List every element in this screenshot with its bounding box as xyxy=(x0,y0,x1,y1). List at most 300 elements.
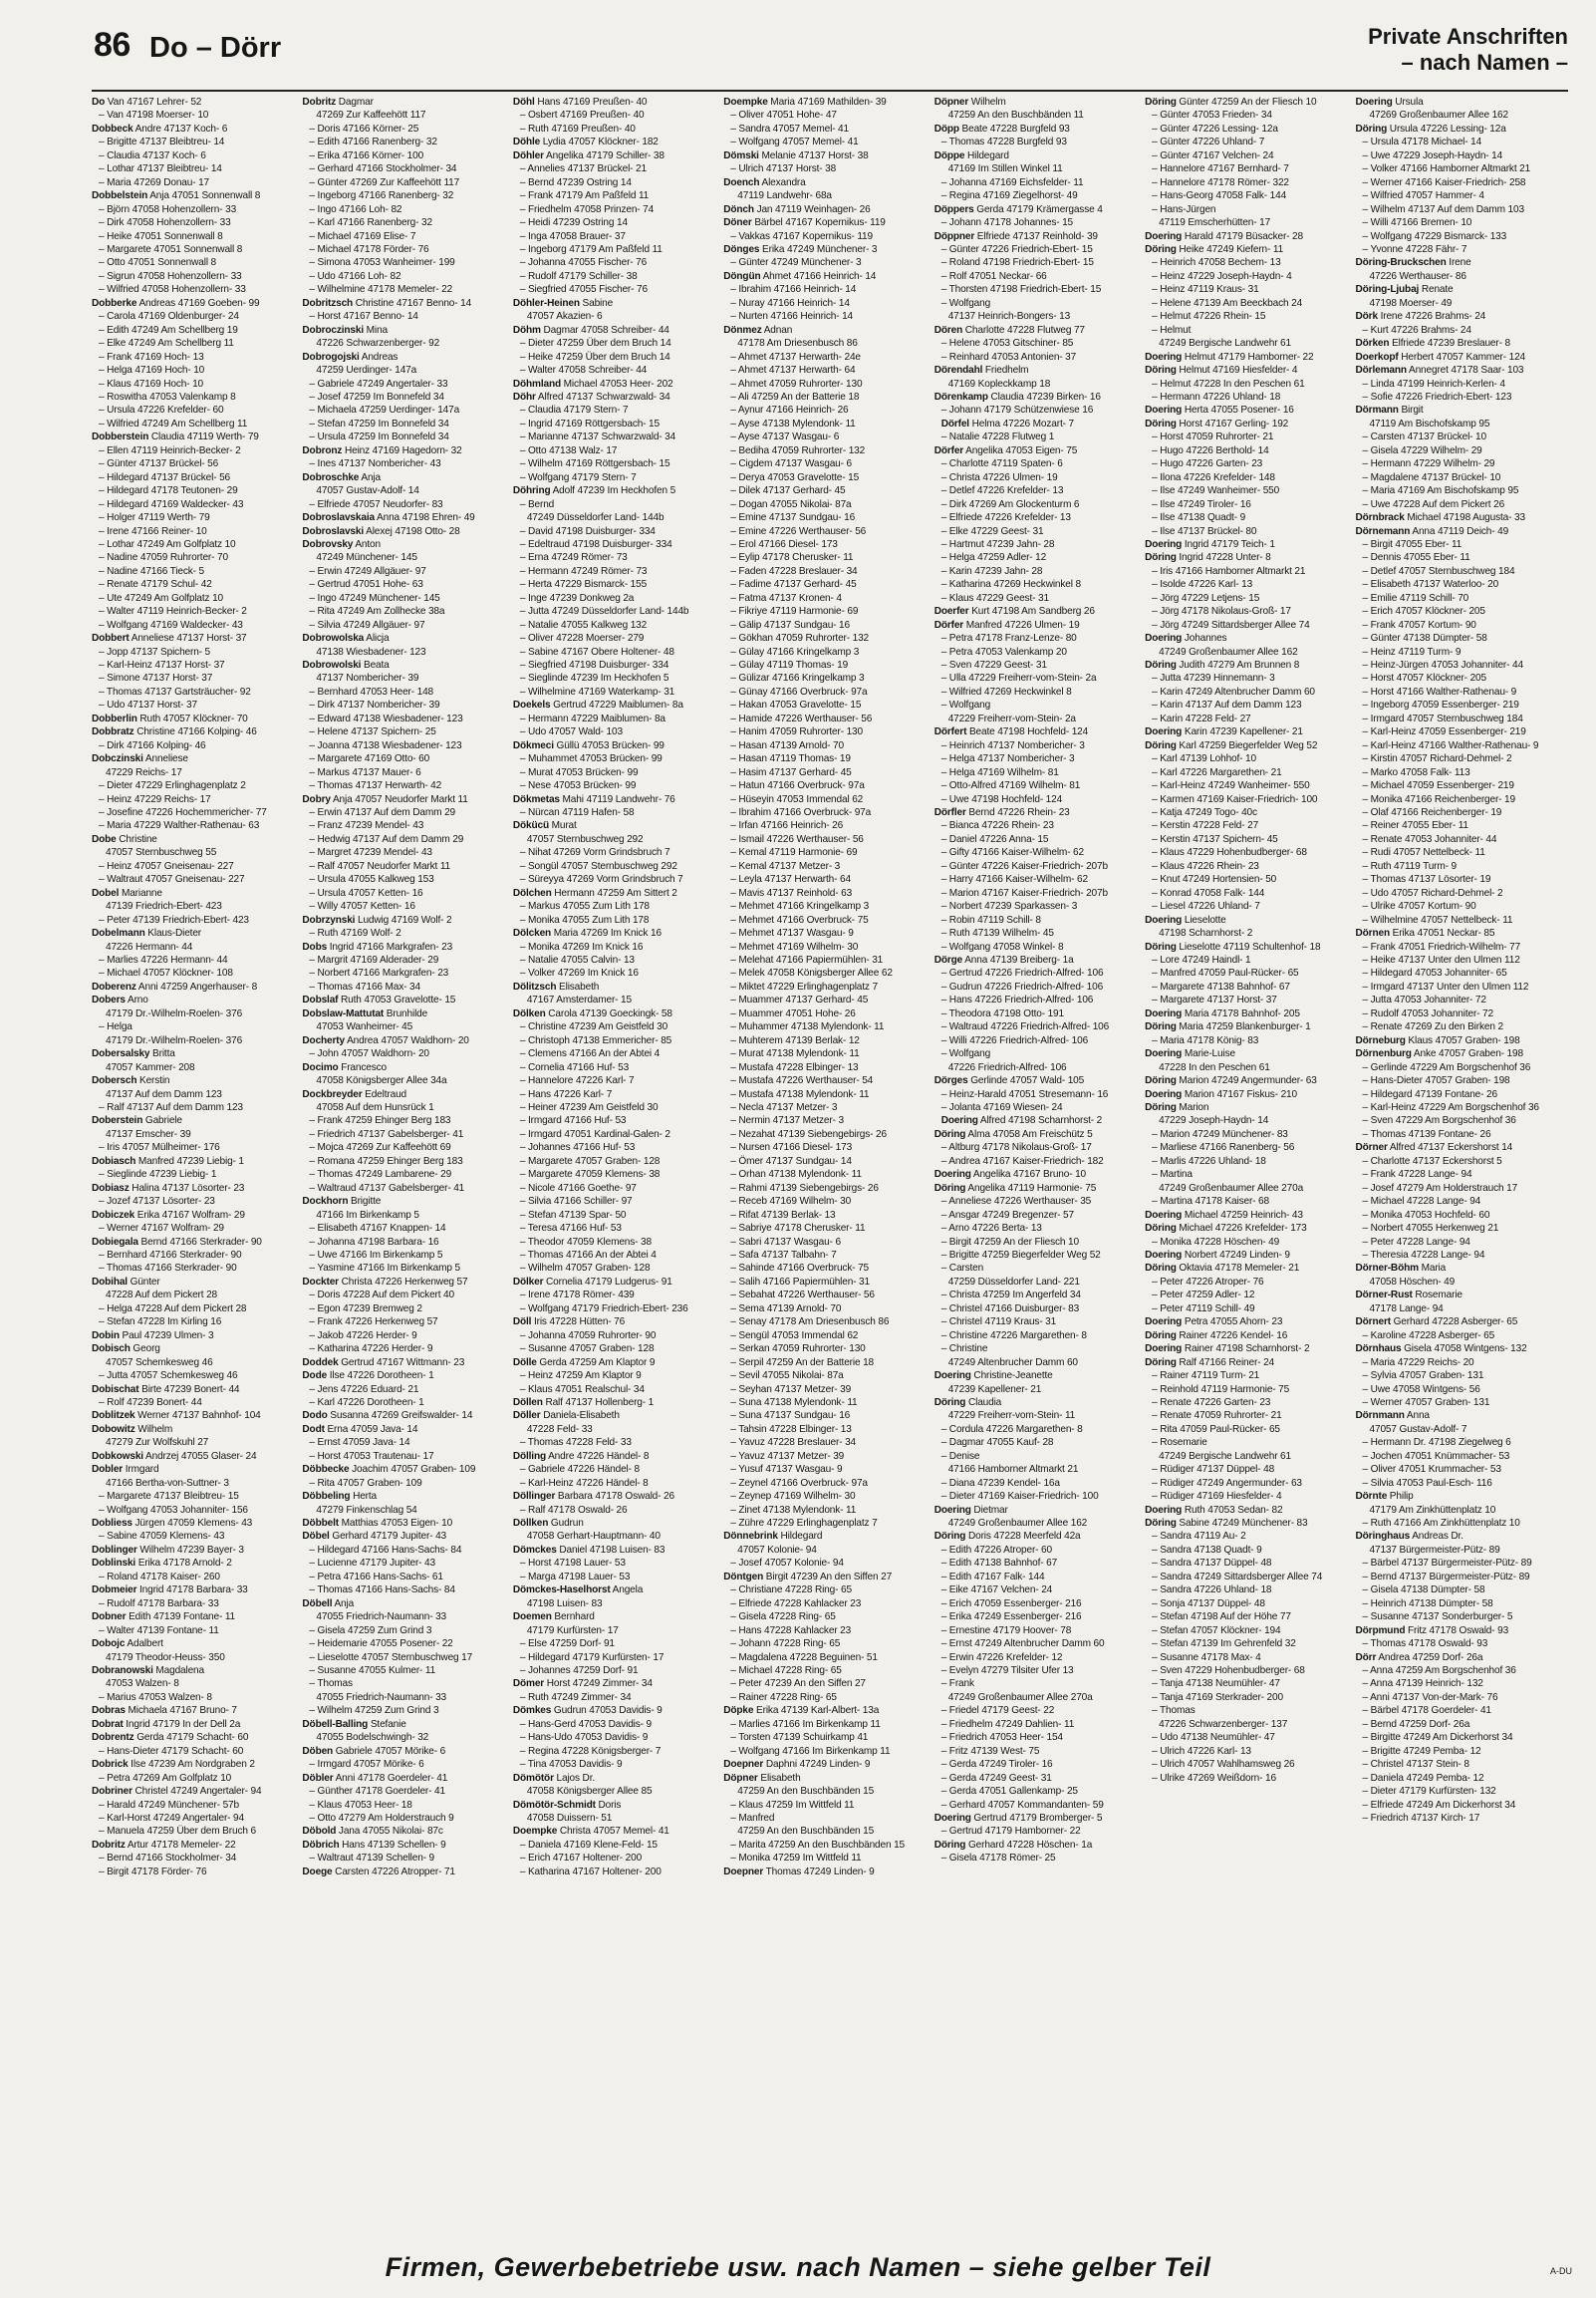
entry-details: Beate 47198 Hochfeld- 124 xyxy=(966,726,1089,738)
directory-entry xyxy=(1356,189,1558,202)
entry-details: – Edith 47249 Am Schellberg 19 xyxy=(99,324,238,336)
directory-entry xyxy=(92,659,294,672)
directory-entry xyxy=(302,1664,504,1677)
directory-entry xyxy=(1145,431,1347,443)
directory-entry xyxy=(1145,391,1347,404)
entry-details: 47249 Altenbrucher Damm 60 xyxy=(947,1356,1078,1368)
entry-details: Rainer 47198 Scharnhorst- 2 xyxy=(1182,1343,1310,1355)
entry-details: – Birgit 47259 An der Fliesch 10 xyxy=(940,1236,1079,1248)
entry-details: – Melek 47058 Königsberger Allee 62 xyxy=(730,968,893,980)
entry-details: Christel 47249 Angertaler- 94 xyxy=(132,1786,262,1798)
directory-entry xyxy=(302,324,504,337)
directory-entry xyxy=(513,1812,715,1825)
entry-details: – Claudia 47179 Stern- 7 xyxy=(519,405,629,417)
entry-details: 47138 Wiesbadener- 123 xyxy=(316,646,426,658)
directory-entry xyxy=(723,431,926,443)
directory-entry xyxy=(302,1731,504,1744)
entry-details: Stefanie xyxy=(368,1718,406,1730)
entry-details: – Norbert 47166 Markgrafen- 23 xyxy=(309,968,449,980)
directory-entry xyxy=(513,793,715,806)
entry-details: – Wolfgang 47166 Im Birkenkamp 11 xyxy=(730,1745,891,1757)
entry-details: – Karl 47226 Dorotheen- 1 xyxy=(309,1396,424,1408)
directory-entry xyxy=(302,699,504,712)
entry-details: 47057 Sternbuschweg 292 xyxy=(526,833,644,845)
directory-entry xyxy=(513,1396,715,1409)
entry-details: 47226 Schwarzenberger- 92 xyxy=(316,338,440,350)
entry-details: – Yvonne 47228 Fähr- 7 xyxy=(1362,243,1467,255)
directory-entry xyxy=(1145,1517,1347,1530)
entry-details: Edeltraud xyxy=(362,1088,406,1100)
entry-details: – Waltraud 47226 Friedrich-Alfred- 106 xyxy=(940,1021,1110,1033)
directory-entry xyxy=(934,1504,1137,1517)
entry-surname: Döring xyxy=(1145,1329,1177,1341)
entry-details: – Christel 47137 Stein- 8 xyxy=(1362,1759,1469,1771)
entry-details: Gabriele 47057 Mörike- 6 xyxy=(333,1745,446,1757)
directory-entry xyxy=(1356,1047,1558,1060)
directory-entry xyxy=(723,927,926,940)
directory-entry xyxy=(92,914,294,927)
directory-entry xyxy=(934,1583,1137,1596)
entry-details: 47058 Duissern- 51 xyxy=(526,1813,613,1824)
entry-surname: Döhler-Heinen xyxy=(512,297,580,309)
directory-entry xyxy=(1356,766,1558,779)
directory-entry xyxy=(1145,1020,1347,1033)
directory-entry xyxy=(92,1825,294,1838)
directory-entry xyxy=(302,1128,504,1141)
directory-entry xyxy=(92,1101,294,1114)
directory-entry xyxy=(92,1839,294,1852)
entry-surname: Doering xyxy=(1355,97,1393,108)
directory-entry xyxy=(1145,1704,1347,1717)
entry-details: – Oliver 47051 Krummacher- 53 xyxy=(1362,1464,1501,1476)
directory-entry xyxy=(1356,297,1558,310)
entry-details: – Frank 47051 Friedrich-Wilhelm- 77 xyxy=(1362,941,1521,953)
entry-details: Lieselotte xyxy=(1182,914,1226,926)
entry-details: 47249 Bergische Landwehr 61 xyxy=(1159,338,1291,350)
directory-entry xyxy=(723,471,926,484)
entry-details: – Rainer 47119 Turm- 21 xyxy=(1152,1370,1260,1382)
directory-entry xyxy=(1356,1812,1558,1825)
directory-entry xyxy=(513,1114,715,1127)
entry-details: Artur 47178 Memeler- 22 xyxy=(125,1839,236,1851)
entry-surname: Dobbeck xyxy=(92,123,133,135)
entry-details: 47249 Düsseldorfer Land- 144b xyxy=(526,512,665,524)
entry-details: – Christa 47226 Ulmen- 19 xyxy=(940,471,1058,483)
entry-surname: Dörnemann xyxy=(1355,525,1411,537)
directory-entry xyxy=(513,1276,715,1289)
directory-entry xyxy=(513,484,715,497)
directory-entry xyxy=(513,725,715,738)
entry-details: Petra 47055 Ahorn- 23 xyxy=(1182,1316,1283,1328)
directory-entry xyxy=(1356,887,1558,900)
entry-details: – Ellen 47119 Heinrich-Becker- 2 xyxy=(99,444,241,456)
directory-entry xyxy=(934,1745,1137,1758)
directory-entry xyxy=(723,1369,926,1382)
entry-details: – Horst 47057 Klöckner- 205 xyxy=(1362,673,1486,685)
directory-entry xyxy=(934,659,1137,672)
entry-surname: Döbel xyxy=(302,1531,330,1543)
entry-details: Christine 47166 Kolping- 46 xyxy=(133,726,257,738)
entry-details: 47166 Hamborner Altmarkt 21 xyxy=(947,1464,1079,1476)
entry-details: 47169 Kopleckkamp 18 xyxy=(947,378,1051,390)
entry-surname: Doering xyxy=(1145,633,1183,645)
entry-details: 47057 Kolonie- 94 xyxy=(737,1544,817,1556)
entry-details: – Heinrich 47138 Dümpter- 58 xyxy=(1362,1597,1493,1609)
entry-details: Melanie 47137 Horst- 38 xyxy=(758,149,869,161)
directory-entry xyxy=(513,1061,715,1074)
entry-details: – Melehat 47166 Papiermühlen- 31 xyxy=(730,955,884,966)
directory-entry xyxy=(302,1088,504,1101)
entry-details: – Christiane 47228 Ring- 65 xyxy=(730,1584,852,1596)
entry-details: – Klaus 47169 Hoch- 10 xyxy=(99,378,204,390)
entry-details: Friedhelm xyxy=(982,365,1029,377)
directory-entry xyxy=(513,1195,715,1208)
entry-surname: Doering xyxy=(1145,1209,1183,1221)
entry-details: – Dieter 47229 Erlinghagenplatz 2 xyxy=(99,780,246,792)
directory-entry xyxy=(723,1195,926,1208)
entry-details: – Petra 47178 Franz-Lenze- 80 xyxy=(940,633,1077,645)
entry-details: – Gabriele 47249 Angertaler- 33 xyxy=(309,378,448,390)
entry-details: Ursula 47226 Lessing- 12a xyxy=(1387,123,1506,135)
directory-entry xyxy=(302,1610,504,1623)
entry-surname: Dobelmann xyxy=(92,928,145,940)
directory-entry xyxy=(1145,1758,1347,1771)
directory-entry xyxy=(513,1610,715,1623)
entry-details: Gabriele xyxy=(142,1115,182,1127)
directory-entry xyxy=(723,1289,926,1301)
entry-details: – Aynur 47166 Heinrich- 26 xyxy=(730,405,849,417)
entry-details: – Derya 47053 Gravelotte- 15 xyxy=(730,471,860,483)
directory-entry xyxy=(92,1450,294,1463)
entry-details: Renate xyxy=(1419,284,1454,296)
directory-entry xyxy=(1356,1276,1558,1289)
directory-entry xyxy=(1145,1302,1347,1315)
entry-surname: Dobmeier xyxy=(92,1584,137,1596)
entry-details: – Muhammet 47053 Brücken- 99 xyxy=(519,753,663,765)
entry-details: – Bärbel 47137 Bürgermeister-Pütz- 89 xyxy=(1362,1558,1532,1570)
directory-entry xyxy=(934,123,1137,136)
directory-entry xyxy=(92,860,294,873)
entry-details: 47137 Bürgermeister-Pütz- 89 xyxy=(1369,1544,1500,1556)
directory-entry xyxy=(302,713,504,725)
directory-entry xyxy=(1145,1276,1347,1289)
entry-details: – Johanna 47059 Ruhrorter- 90 xyxy=(519,1329,657,1341)
directory-entry xyxy=(513,619,715,632)
directory-entry xyxy=(92,1262,294,1275)
entry-surname: Dobrogojski xyxy=(302,351,360,363)
directory-entry xyxy=(934,941,1137,954)
directory-entry xyxy=(723,1704,926,1717)
entry-details: – Detlef 47057 Sternbuschweg 184 xyxy=(1362,565,1515,577)
entry-details: – Heinz 47119 Kraus- 31 xyxy=(1152,284,1259,296)
directory-entry xyxy=(1356,1114,1558,1127)
entry-details: – Hedwig 47137 Auf dem Damm 29 xyxy=(309,833,464,845)
entry-surname: Doemen xyxy=(512,1611,552,1623)
entry-details: – Björn 47058 Hohenzollern- 33 xyxy=(99,203,237,215)
entry-details: Ralf 47137 Hollenberg- 1 xyxy=(542,1396,655,1408)
entry-details: Klaus 47057 Graben- 198 xyxy=(1405,1034,1520,1046)
entry-details: – Marius 47053 Walzen- 8 xyxy=(99,1691,212,1703)
directory-entry xyxy=(302,538,504,551)
directory-entry xyxy=(302,1825,504,1838)
entry-surname: Dölken xyxy=(512,1007,546,1019)
directory-entry xyxy=(1145,203,1347,216)
directory-entry xyxy=(92,310,294,323)
directory-entry xyxy=(92,1463,294,1476)
entry-details: – Tina 47053 Davidis- 9 xyxy=(519,1759,623,1771)
directory-entry xyxy=(1145,551,1347,564)
entry-details: – Ulrich 47226 Karl- 13 xyxy=(1152,1745,1251,1757)
directory-entry xyxy=(1356,846,1558,859)
directory-entry xyxy=(1145,96,1347,109)
directory-entry xyxy=(513,646,715,659)
entry-details: Gerhard 47228 Höschen- 1a xyxy=(965,1839,1093,1851)
directory-entry xyxy=(723,833,926,846)
directory-entry xyxy=(1356,1785,1558,1798)
entry-surname: Döppe xyxy=(933,149,965,161)
directory-entry xyxy=(302,378,504,391)
directory-entry xyxy=(934,752,1137,765)
entry-details: – Hans-Gerd 47053 Davidis- 9 xyxy=(519,1718,652,1730)
entry-details: – Katharina 47269 Heckwinkel 8 xyxy=(940,579,1081,591)
entry-details: – Wolfgang xyxy=(940,297,991,309)
entry-details: – Stefan 47139 Spar- 50 xyxy=(519,1209,627,1221)
entry-details: – Rudolf 47053 Johanniter- 72 xyxy=(1362,1007,1493,1019)
directory-entry xyxy=(513,1020,715,1033)
directory-entry xyxy=(92,954,294,967)
directory-entry xyxy=(513,1852,715,1865)
directory-entry xyxy=(92,793,294,806)
entry-details: – Ansgar 47249 Bregenzer- 57 xyxy=(940,1209,1074,1221)
entry-details: – Fadime 47137 Gerhard- 45 xyxy=(730,579,857,591)
entry-surname: Dobritzsch xyxy=(302,297,354,309)
directory-entry xyxy=(1145,1289,1347,1301)
entry-details: – Wolfgang 47229 Bismarck- 133 xyxy=(1362,230,1507,242)
entry-details: – Marianne 47137 Schwarzwald- 34 xyxy=(519,431,676,443)
directory-entry xyxy=(302,1423,504,1436)
entry-surname: Döpp xyxy=(933,123,959,135)
entry-details: Christine xyxy=(116,833,157,845)
entry-details: – Otto 47138 Walz- 17 xyxy=(519,444,618,456)
entry-details: – Ursula 47178 Michael- 14 xyxy=(1362,137,1482,148)
directory-entry xyxy=(1145,525,1347,538)
directory-entry xyxy=(723,337,926,350)
directory-entry xyxy=(1145,846,1347,859)
directory-entry xyxy=(513,243,715,256)
entry-details: – Renate 47269 Zu den Birken 2 xyxy=(1362,1021,1503,1033)
directory-entry xyxy=(513,1155,715,1168)
directory-entry xyxy=(302,752,504,765)
directory-entry xyxy=(1356,914,1558,927)
directory-entry xyxy=(302,686,504,699)
entry-details: – Ulrich 47057 Wahlhamsweg 26 xyxy=(1152,1759,1295,1771)
directory-entry xyxy=(723,941,926,954)
entry-surname: Döbell-Balling xyxy=(302,1718,369,1730)
directory-entry xyxy=(302,431,504,443)
entry-surname: Dobojc xyxy=(92,1638,126,1650)
directory-entry xyxy=(1356,1034,1558,1047)
directory-entry xyxy=(723,1758,926,1771)
directory-entry xyxy=(513,1785,715,1798)
directory-entry xyxy=(723,981,926,994)
entry-details: Erika 47051 Neckar- 85 xyxy=(1389,928,1495,940)
directory-entry xyxy=(934,1356,1137,1369)
entry-details: Michael 47259 Heinrich- 43 xyxy=(1182,1209,1303,1221)
directory-entry xyxy=(934,1128,1137,1141)
entry-details: – Bärbel 47178 Goerdeler- 41 xyxy=(1362,1705,1491,1717)
directory-entry xyxy=(1145,1637,1347,1650)
entry-surname: Dobischat xyxy=(92,1383,139,1395)
directory-entry xyxy=(1356,1195,1558,1208)
entry-details: – Ingeborg 47059 Essenberger- 219 xyxy=(1362,700,1519,712)
directory-entry xyxy=(934,1289,1137,1301)
directory-entry xyxy=(934,1276,1137,1289)
directory-entry xyxy=(1356,256,1558,269)
directory-entry xyxy=(723,1490,926,1503)
entry-surname: Dökmetas xyxy=(512,793,560,805)
entry-surname: Döring xyxy=(933,1128,966,1140)
entry-details: Lieselotte 47119 Schultenhof- 18 xyxy=(1176,941,1321,953)
directory-entry xyxy=(1145,686,1347,699)
directory-entry xyxy=(92,1182,294,1195)
entry-surname: Döbbelt xyxy=(302,1518,339,1530)
entry-details: – Helga 47169 Hoch- 10 xyxy=(99,365,205,377)
directory-entry xyxy=(513,418,715,431)
entry-details: – Knut 47249 Hortensien- 50 xyxy=(1152,874,1277,886)
entry-details: – Yavuz 47228 Breslauer- 34 xyxy=(730,1437,857,1449)
directory-entry xyxy=(1145,887,1347,900)
entry-surname: Dölcken xyxy=(512,928,552,940)
directory-entry xyxy=(723,1383,926,1396)
entry-details: – Manfred xyxy=(730,1813,775,1824)
entry-surname: Döring xyxy=(1145,1101,1177,1113)
directory-entry xyxy=(1356,1436,1558,1449)
directory-entry xyxy=(92,1597,294,1610)
entry-details: – Wolfgang 47053 Johanniter- 156 xyxy=(99,1504,248,1516)
entry-details: – Birgit 47178 Förder- 76 xyxy=(99,1866,207,1877)
directory-entry xyxy=(302,471,504,484)
directory-entry xyxy=(934,592,1137,605)
directory-entry xyxy=(92,646,294,659)
entry-details: 47055 Bodelschwingh- 32 xyxy=(316,1732,429,1744)
entry-details: – Magdalena 47228 Beguinen- 51 xyxy=(730,1651,878,1663)
entry-details: – Helga 47137 Nombericher- 3 xyxy=(940,753,1075,765)
entry-surname: Dobbelstein xyxy=(92,190,148,202)
entry-details: – Elisabeth 47167 Knappen- 14 xyxy=(309,1223,446,1235)
directory-entry xyxy=(92,1637,294,1650)
entry-surname: Döben xyxy=(302,1745,334,1757)
entry-surname: Doekels xyxy=(512,700,551,712)
entry-details: – Anni 47137 Von-der-Mark- 76 xyxy=(1362,1691,1498,1703)
entry-details: – Sabri 47137 Wasgau- 6 xyxy=(730,1236,841,1248)
directory-entry xyxy=(1145,1718,1347,1731)
entry-surname: Döllen xyxy=(512,1396,543,1408)
entry-surname: Doering xyxy=(1145,1504,1183,1516)
directory-entry xyxy=(1356,498,1558,511)
entry-details: Beate 47228 Burgfeld 93 xyxy=(958,123,1070,135)
directory-entry xyxy=(934,310,1137,323)
entry-details: Günter xyxy=(127,1276,160,1288)
entry-details: – Hermann 47226 Uhland- 18 xyxy=(1152,391,1281,403)
entry-details: Mahi 47119 Landwehr- 76 xyxy=(559,793,675,805)
entry-details: Anna xyxy=(1404,1410,1430,1422)
entry-surname: Doering xyxy=(1145,230,1183,242)
entry-details: – Günter 47226 Kaiser-Friedrich- 207b xyxy=(940,860,1108,872)
directory-entry xyxy=(1145,1168,1347,1181)
directory-entry xyxy=(302,1812,504,1825)
entry-details: – Rita 47249 Am Zollhecke 38a xyxy=(309,606,445,618)
directory-entry xyxy=(302,1677,504,1690)
directory-entry xyxy=(723,659,926,672)
entry-details: 47057 Schemkesweg 46 xyxy=(106,1356,213,1368)
directory-entry xyxy=(934,1691,1137,1704)
directory-entry xyxy=(1356,1772,1558,1785)
entry-details: Karl 47259 Biegerfelder Weg 52 xyxy=(1176,739,1318,751)
entry-details: 47053 Wanheimer- 45 xyxy=(316,1021,413,1033)
directory-entry xyxy=(302,659,504,672)
entry-details: – Johann 47178 Johannes- 15 xyxy=(940,217,1074,229)
directory-entry xyxy=(1356,672,1558,685)
directory-entry xyxy=(302,1061,504,1074)
directory-entry xyxy=(1145,994,1347,1006)
entry-details: – Ruth 47169 Preußen- 40 xyxy=(519,123,636,135)
directory-entry xyxy=(723,310,926,323)
directory-entry xyxy=(302,216,504,229)
directory-entry xyxy=(1145,1677,1347,1690)
directory-entry xyxy=(1356,431,1558,443)
directory-entry xyxy=(92,1315,294,1328)
directory-entry xyxy=(934,351,1137,364)
entry-details: – Gertrud 47179 Hamborner- 22 xyxy=(940,1826,1081,1838)
directory-entry xyxy=(723,551,926,564)
directory-entry xyxy=(92,1571,294,1583)
directory-entry xyxy=(723,1074,926,1087)
entry-details: 47259 Düsseldorfer Land- 221 xyxy=(947,1276,1080,1288)
directory-entry xyxy=(513,1128,715,1141)
directory-column xyxy=(92,96,302,2232)
entry-details: – Walter 47058 Schreiber- 44 xyxy=(519,365,648,377)
entry-details: 47119 Am Bischofskamp 95 xyxy=(1369,418,1490,430)
entry-surname: Doblinger xyxy=(92,1544,137,1556)
directory-entry xyxy=(1356,243,1558,256)
directory-entry xyxy=(513,1504,715,1517)
entry-details: – Peter 47239 An den Siffen 27 xyxy=(730,1678,866,1690)
entry-surname: Dörneburg xyxy=(1355,1034,1406,1046)
entry-details: Harald 47179 Büsacker- 28 xyxy=(1182,230,1303,242)
entry-details: Alfred 47137 Schwarzwald- 34 xyxy=(535,391,670,403)
entry-details: – Ilona 47226 Krefelder- 148 xyxy=(1152,471,1275,483)
directory-entry xyxy=(934,1074,1137,1087)
entry-details: – Katharina 47226 Herder- 9 xyxy=(309,1343,433,1355)
entry-details: – Gülay 47166 Kringelkamp 3 xyxy=(730,646,860,658)
directory-entry xyxy=(934,725,1137,738)
entry-details: Ursula xyxy=(1392,97,1424,108)
entry-details: – Wilfried 47057 Hammer- 4 xyxy=(1362,190,1484,202)
entry-details: – Karl-Heinz 47249 Wanheimer- 550 xyxy=(1152,780,1310,792)
directory-entry xyxy=(1356,779,1558,792)
directory-entry xyxy=(302,283,504,296)
directory-entry xyxy=(92,699,294,712)
directory-entry xyxy=(513,203,715,216)
entry-details: – Christel 47166 Duisburger- 83 xyxy=(940,1302,1080,1314)
entry-details: – Bernd 47166 Stockholmer- 34 xyxy=(99,1853,237,1865)
entry-details: – Konrad 47058 Falk- 144 xyxy=(1152,887,1265,899)
directory-entry xyxy=(934,1195,1137,1208)
entry-surname: Dockhorn xyxy=(302,1196,349,1208)
directory-entry xyxy=(92,1061,294,1074)
entry-details: – Isolde 47226 Karl- 13 xyxy=(1152,579,1253,591)
directory-entry xyxy=(302,1839,504,1852)
